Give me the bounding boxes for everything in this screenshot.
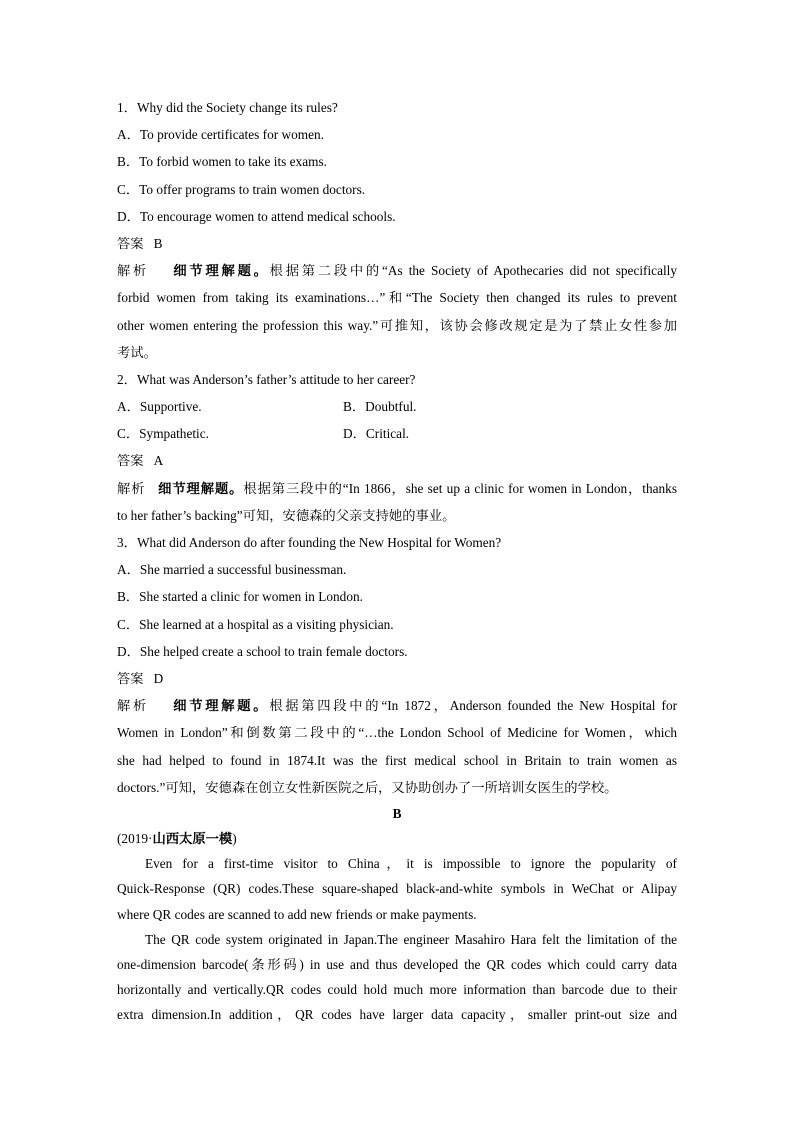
analysis-label: 解析 <box>117 698 150 714</box>
answer-label: 答案 <box>117 235 144 251</box>
passage-p1-line-2: Quick-Response (QR) codes.These square-shaped black-and-white symbols in WeChat or Alipay <box>117 881 677 897</box>
question-3-stem: 3．What did Anderson do after founding the New Hospital for Women? <box>117 535 502 550</box>
analysis-type: 细节理解题。 <box>158 480 244 496</box>
question-2-stem: 2．What was Anderson’s father’s attitude to her career? <box>117 371 416 387</box>
passage-p1-line-3: where QR codes are scanned to add new friends or make payments. <box>117 906 477 922</box>
analysis-label: 解析 <box>117 263 150 279</box>
q2-option-b: B．Doubtful. <box>343 399 417 415</box>
q3-option-a: A．She married a successful businessman. <box>117 562 347 578</box>
answer-value: B <box>153 235 163 251</box>
q1-analysis-line-1: 解析 细节理解题。根据第二段中的“As the Society of Apothecaries did not specifically <box>117 263 677 279</box>
q2-analysis-line-2: to her father’s backing”可知，安德森的父亲支持她的事业。 <box>117 507 456 523</box>
section-b <box>117 801 677 1028</box>
passage-source: (2019·山西太原一模) <box>117 831 237 847</box>
passage-p2-line-3: horizontally and vertically.QR codes could hold much more information than barcode due to their <box>117 982 677 998</box>
q1-answer <box>117 230 677 257</box>
q2-answer <box>117 447 677 474</box>
q2-option-c: C．Sympathetic. <box>117 426 209 442</box>
answer-value: A <box>153 453 164 469</box>
q3-option-b: B．She started a clinic for women in London. <box>117 589 363 605</box>
passage-p2-line-4: extra dimension.In addition，QR codes have larger data capacity，smaller print-out size and <box>117 1007 677 1023</box>
q1-analysis-line-2: forbid women from taking its examinations…”和“The Society then changed its rules to prevent <box>117 290 677 306</box>
analysis-label: 解析 <box>117 480 146 496</box>
answer-label: 答案 <box>117 453 144 469</box>
q2-options-row-2 <box>117 420 677 447</box>
analysis-type: 细节理解题。 <box>173 263 270 279</box>
q3-analysis-line-2: Women in London”和倒数第二段中的“…the London School of Medicine for Women，which <box>117 725 677 741</box>
q1-option-a: A．To provide certificates for women. <box>117 127 324 143</box>
q1-option-c: C．To offer programs to train women doctors. <box>117 181 366 197</box>
q2-option-d: D．Critical. <box>343 426 410 442</box>
q3-option-d: D．She helped create a school to train female doctors. <box>117 643 408 659</box>
q3-analysis-line-4: doctors.”可知，安德森在创立女性新医院之后，又协助创办了一所培训女医生的学校。 <box>117 779 618 795</box>
q2-option-a: A．Supportive. <box>117 399 202 415</box>
document-content <box>117 94 677 1028</box>
q3-answer <box>117 665 677 692</box>
q1-option-b: B．To forbid women to take its exams. <box>117 154 327 170</box>
q3-analysis-line-3: she had helped to found in 1874.It was the first medical school in Britain to train women as <box>117 752 677 768</box>
passage-p2-line-1: The QR code system originated in Japan.The engineer Masahiro Hara felt the limitation of the <box>145 931 677 947</box>
q2-options-row-1 <box>117 393 677 420</box>
q3-analysis-line-1: 解析 细节理解题。根据第四段中的“In 1872，Anderson founded the New Hospital for <box>117 698 677 714</box>
section-heading: B <box>392 805 402 821</box>
passage-p2-line-2: one-dimension barcode(条形码) in use and thus developed the QR codes which could carry data <box>117 957 677 972</box>
q2-analysis-line-1: 解析 细节理解题。根据第三段中的“In 1866，she set up a clinic for women in London，thanks <box>117 480 677 496</box>
q1-analysis-line-4: 考试。 <box>117 344 157 360</box>
passage-p1-line-1: Even for a first-time visitor to China，it is impossible to ignore the popularity of <box>145 856 677 872</box>
answer-label: 答案 <box>117 670 144 686</box>
question-1-stem: 1．Why did the Society change its rules? <box>117 100 338 115</box>
q1-option-d: D．To encourage women to attend medical schools. <box>117 208 396 224</box>
q1-analysis-line-3: other women entering the profession this way.”可推知，该协会修改规定是为了禁止女性参加 <box>117 317 677 333</box>
q3-option-c: C．She learned at a hospital as a visiting physician. <box>117 616 394 632</box>
answer-value: D <box>153 670 164 686</box>
analysis-type: 细节理解题。 <box>173 698 270 714</box>
